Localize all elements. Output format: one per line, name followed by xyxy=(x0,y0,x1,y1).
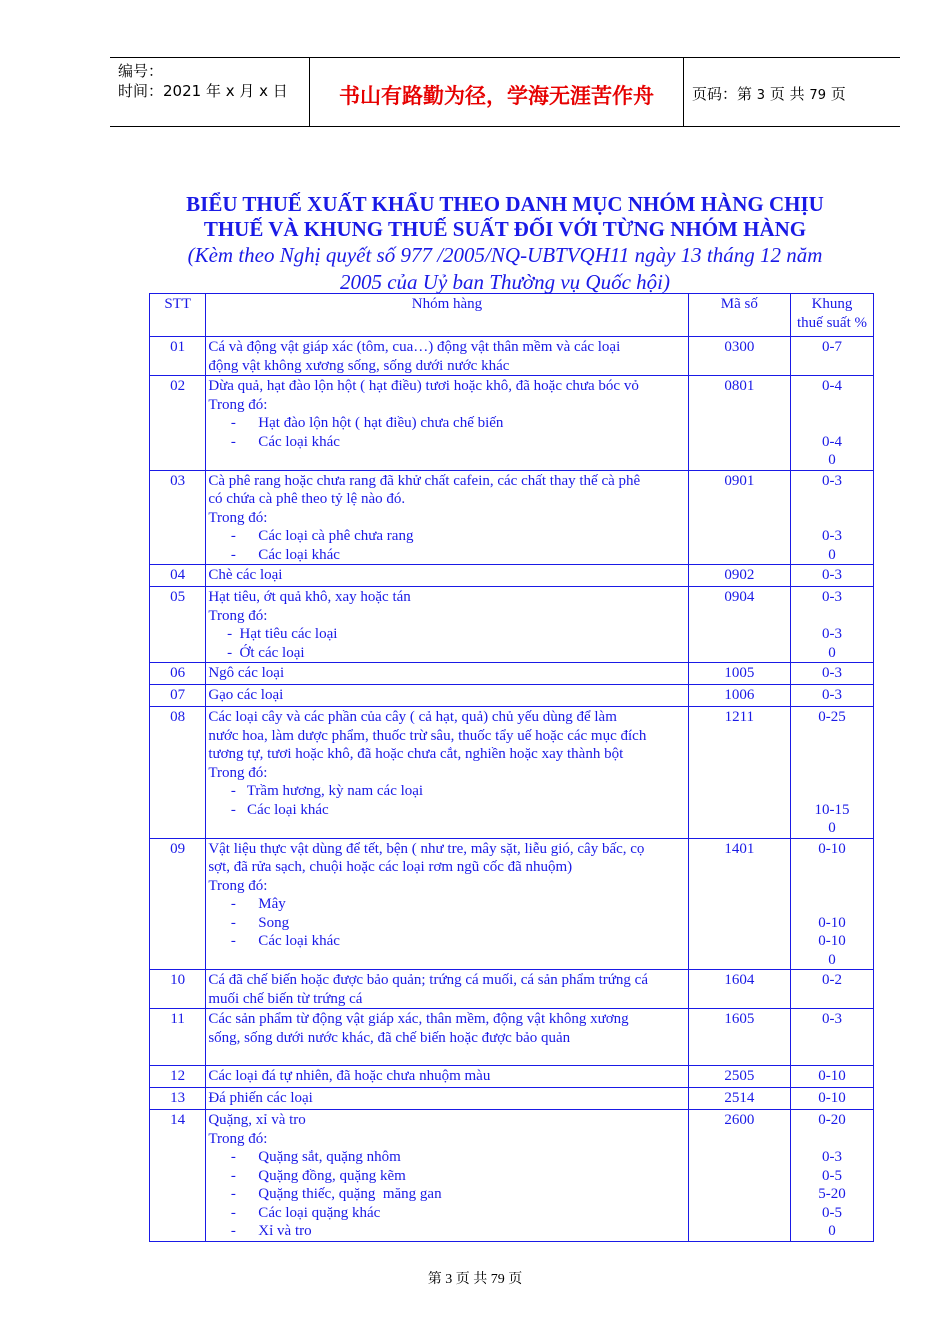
table-row: 13 Đá phiến các loại 2514 0-10 xyxy=(150,1088,874,1110)
page-footer: 第 3 页 共 79 页 xyxy=(427,1272,523,1287)
table-row: 03 Cà phê rang hoặc chưa rang đã khử chất cafein, các chất thay thế cà phê có chứa cà phê theo tỷ lệ nào đó. Trong đó: - Các loại cà phê chưa rang - Các loại khác 0901 0-3 0-3 0 xyxy=(150,470,874,565)
table-row: 09 Vật liệu thực vật dùng để tết, bện ( như tre, mây sặt, liễu gió, cây bấc, cọ sợt, đã rửa sạch, chuội hoặc các loại rơm ngũ cốc đã nhuộm) Trong đó: - Mây - Song - Các loại khác 1401 0-10 0-10 0-10 0 xyxy=(150,838,874,970)
table-row: 01 Cá và động vật giáp xác (tôm, cua…) động vật thân mềm và các loại động vật không xương sống, sống dưới nước khác 0300 0-7 xyxy=(150,337,874,376)
table-row: 07 Gạo các loại 1006 0-3 xyxy=(150,685,874,707)
header-motto: 书山有路勤为径，学海无涯苦作舟 xyxy=(339,83,654,108)
subtitle-line-1: (Kèm theo Nghị quyết số 977 /2005/NQ-UBTVQH11 ngày 13 tháng 12 năm xyxy=(187,243,823,267)
table-row: 08 Các loại cây và các phần của cây ( cả hạt, quả) chủ yếu dùng để làm nước hoa, làm dược phẩm, thuốc trừ sâu, thuốc tẩy uế hoặc các mục đích tương tự, tươi hoặc khô, đã hoặc chưa cắt, nghiền hoặc xay thành bột Trong đó: - Trầm hương, kỳ nam các loại - Các loại khác 1211 0-25 10-15 0 xyxy=(150,707,874,839)
header-code: Mã số xyxy=(688,294,790,337)
document-subtitle xyxy=(110,242,900,296)
table-row: 12 Các loại đá tự nhiên, đã hoặc chưa nhuộm màu 2505 0-10 xyxy=(150,1066,874,1088)
document-title xyxy=(110,192,900,242)
table-row: 04 Chè các loại 0902 0-3 xyxy=(150,565,874,587)
table-row: 10 Cá đã chế biến hoặc được bảo quản; trứng cá muối, cá sản phẩm trứng cá muối chế biến từ trứng cá 1604 0-2 xyxy=(150,970,874,1009)
time-label: 时间：2021 年 x 月 x 日 xyxy=(118,82,288,100)
table-row: 02 Dừa quả, hạt đào lộn hột ( hạt điều) tươi hoặc khô, đã hoặc chưa bóc vỏ Trong đó: - Hạt đào lộn hột ( hạt điều) chưa chế biến - Các loại khác 0801 0-4 0-4 0 xyxy=(150,376,874,471)
table-header-row xyxy=(150,294,874,337)
header-meta xyxy=(118,61,288,101)
header-stt: STT xyxy=(150,294,206,337)
header-rate: Khung thuế suất % xyxy=(791,294,874,337)
table-row: 14 Quặng, xỉ và tro Trong đó: - Quặng sắt, quặng nhôm - Quặng đồng, quặng kẽm - Quặng thiếc, quặng măng gan - Các loại quặng khác - Xỉ và tro 2600 0-20 0-3 0-5 5-20 0-5 0 xyxy=(150,1110,874,1242)
header-group: Nhóm hàng xyxy=(206,294,688,337)
table-row: 11 Các sản phẩm từ động vật giáp xác, thân mềm, động vật không xương sống, sống dưới nước khác, đã chế biến hoặc được bảo quản 1605 0-3 xyxy=(150,1009,874,1066)
table-row: 05 Hạt tiêu, ớt quả khô, xay hoặc tán Trong đó: - Hạt tiêu các loại - Ớt các loại 0904 0-3 0-3 0 xyxy=(150,587,874,663)
title-line-2: THUẾ VÀ KHUNG THUẾ SUẤT ĐỐI VỚI TỪNG NHÓM HÀNG xyxy=(203,217,807,241)
header-page-number: 页码：第 3 页 共 79 页 xyxy=(692,85,846,103)
title-line-1: BIỂU THUẾ XUẤT KHẨU THEO DANH MỤC NHÓM HÀNG CHỊU xyxy=(186,192,824,216)
page-header xyxy=(110,57,900,127)
table-row: 06 Ngô các loại 1005 0-3 xyxy=(150,663,874,685)
subtitle-line-2: 2005 của Uỷ ban Thường vụ Quốc hội) xyxy=(339,270,671,294)
header-divider xyxy=(683,58,684,126)
code-label: 编号： xyxy=(118,62,164,80)
tariff-table xyxy=(149,293,874,1242)
